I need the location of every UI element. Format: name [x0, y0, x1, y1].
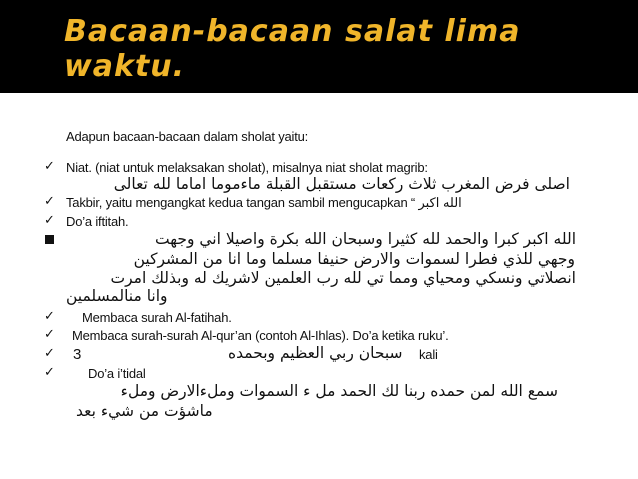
- check-icon: ✓: [44, 309, 55, 324]
- fatihah-label: Membaca surah Al-fatihah.: [82, 310, 232, 325]
- iftitah-label: Do’a iftitah.: [66, 214, 129, 229]
- check-icon: ✓: [44, 365, 55, 380]
- surah-label: Membaca surah-surah Al-qur’an (contoh Al-Ihlas). Do’a ketika ruku’.: [72, 328, 449, 343]
- check-icon: ✓: [44, 346, 55, 361]
- itidal-label: Do’a i’tidal: [88, 366, 146, 381]
- ruku-arabic: سبحان ربي العظيم وبحمده: [228, 344, 403, 362]
- ruku-suffix: kali: [419, 347, 438, 362]
- iftitah-arabic-line1: الله اكبر كبرا والحمد لله كثيرا وسبحان الله بكرة واصيلا اني وجهت: [155, 230, 576, 248]
- itidal-arabic-line2: ماشؤت من شيء بعد: [76, 402, 213, 420]
- title-bar: [0, 0, 638, 93]
- niat-arabic: اصلى فرض المغرب ثلاث ركعات مستقبل القبلة ماءموما اماما لله تعالى: [113, 175, 570, 193]
- intro-text: Adapun bacaan-bacaan dalam sholat yaitu:: [66, 129, 309, 144]
- check-icon: ✓: [44, 194, 55, 209]
- check-icon: ✓: [44, 213, 55, 228]
- ruku-count: 3: [73, 346, 82, 363]
- itidal-arabic-line1: سمع الله لمن حمده ربنا لك الحمد مل ء السموات وملءالارض وملء: [120, 382, 558, 400]
- check-icon: ✓: [44, 327, 55, 342]
- iftitah-arabic-line4: وانا منالمسلمين: [66, 287, 168, 305]
- check-icon: ✓: [44, 159, 55, 174]
- niat-label: Niat. (niat untuk melaksakan sholat), misalnya niat sholat magrib:: [66, 160, 428, 175]
- iftitah-arabic-line3: انصلاتي ونسكي ومحياي ومما تي لله رب العلمين لاشريك له وبذلك امرت: [110, 269, 576, 287]
- takbir-label: Takbir, yaitu mengangkat kedua tangan sambil mengucapkan “ الله اكبر: [66, 195, 462, 210]
- square-bullet-icon: [45, 235, 54, 244]
- iftitah-arabic-line2: وجهي للذي فطرا لسموات والارض حنيفا مسلما وما انا من المشركين: [133, 250, 575, 268]
- slide-title: Bacaan-bacaan salat lima waktu.: [64, 14, 521, 84]
